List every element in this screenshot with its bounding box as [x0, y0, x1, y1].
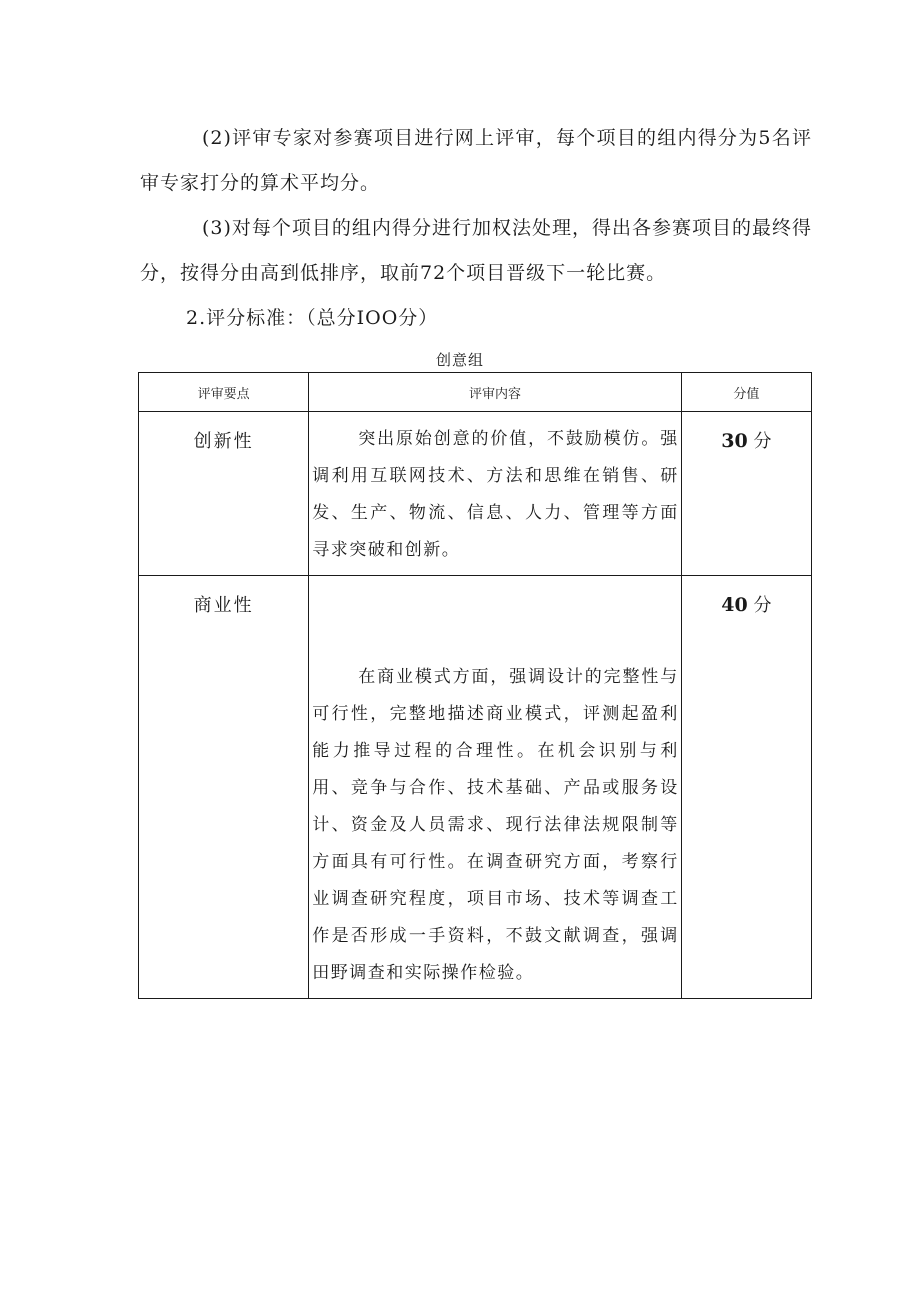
table-header-row	[139, 373, 812, 412]
score-innovation	[681, 412, 811, 576]
header-review-point: 评审要点	[139, 373, 309, 412]
table-row	[139, 412, 812, 576]
header-score: 分值	[681, 373, 811, 412]
review-content-innovation	[309, 412, 682, 576]
header-review-content: 评审内容	[309, 373, 682, 412]
review-point-commercial: 商业性	[139, 576, 309, 999]
score-commercial	[681, 576, 811, 999]
score-unit: 分	[753, 431, 772, 452]
table-row	[139, 576, 812, 999]
score-unit: 分	[753, 595, 772, 616]
review-content-text: 在商业模式方面，强调设计的完整性与可行性，完整地描述商业模式，评测起盈利能力推导过程的合理性。在机会识别与利用、竞争与合作、技术基础、产品或服务设计、资金及人员需求、现行法律法规限制等方面具有可行性。在调查研究方面，考察行业调查研究程度，项目市场、技术等调查工作是否形成一手资料，不鼓文献调查，强调田野调查和实际操作检验。	[312, 667, 679, 983]
review-content-commercial	[309, 576, 682, 999]
cell-spacer	[312, 585, 679, 659]
scoring-table	[138, 372, 812, 999]
review-content-text: 突出原始创意的价值，不鼓励模仿。强调利用互联网技术、方法和思维在销售、研发、生产、物流、信息、人力、管理等方面寻求突破和创新。	[312, 429, 679, 560]
score-number: 30	[721, 430, 748, 452]
paragraph-review-method: (2)评审专家对参赛项目进行网上评审，每个项目的组内得分为5名评审专家打分的算术平均分。	[140, 127, 812, 194]
paragraph-scoring-standard-heading: 2.评分标准：（总分IOO分）	[186, 307, 439, 329]
score-number: 40	[721, 594, 748, 616]
review-point-innovation: 创新性	[139, 412, 309, 576]
table-caption: 创意组	[435, 351, 484, 369]
paragraph-weighting-method: (3)对每个项目的组内得分进行加权法处理，得出各参赛项目的最终得分，按得分由高到低排序，取前72个项目晋级下一轮比赛。	[140, 217, 812, 284]
